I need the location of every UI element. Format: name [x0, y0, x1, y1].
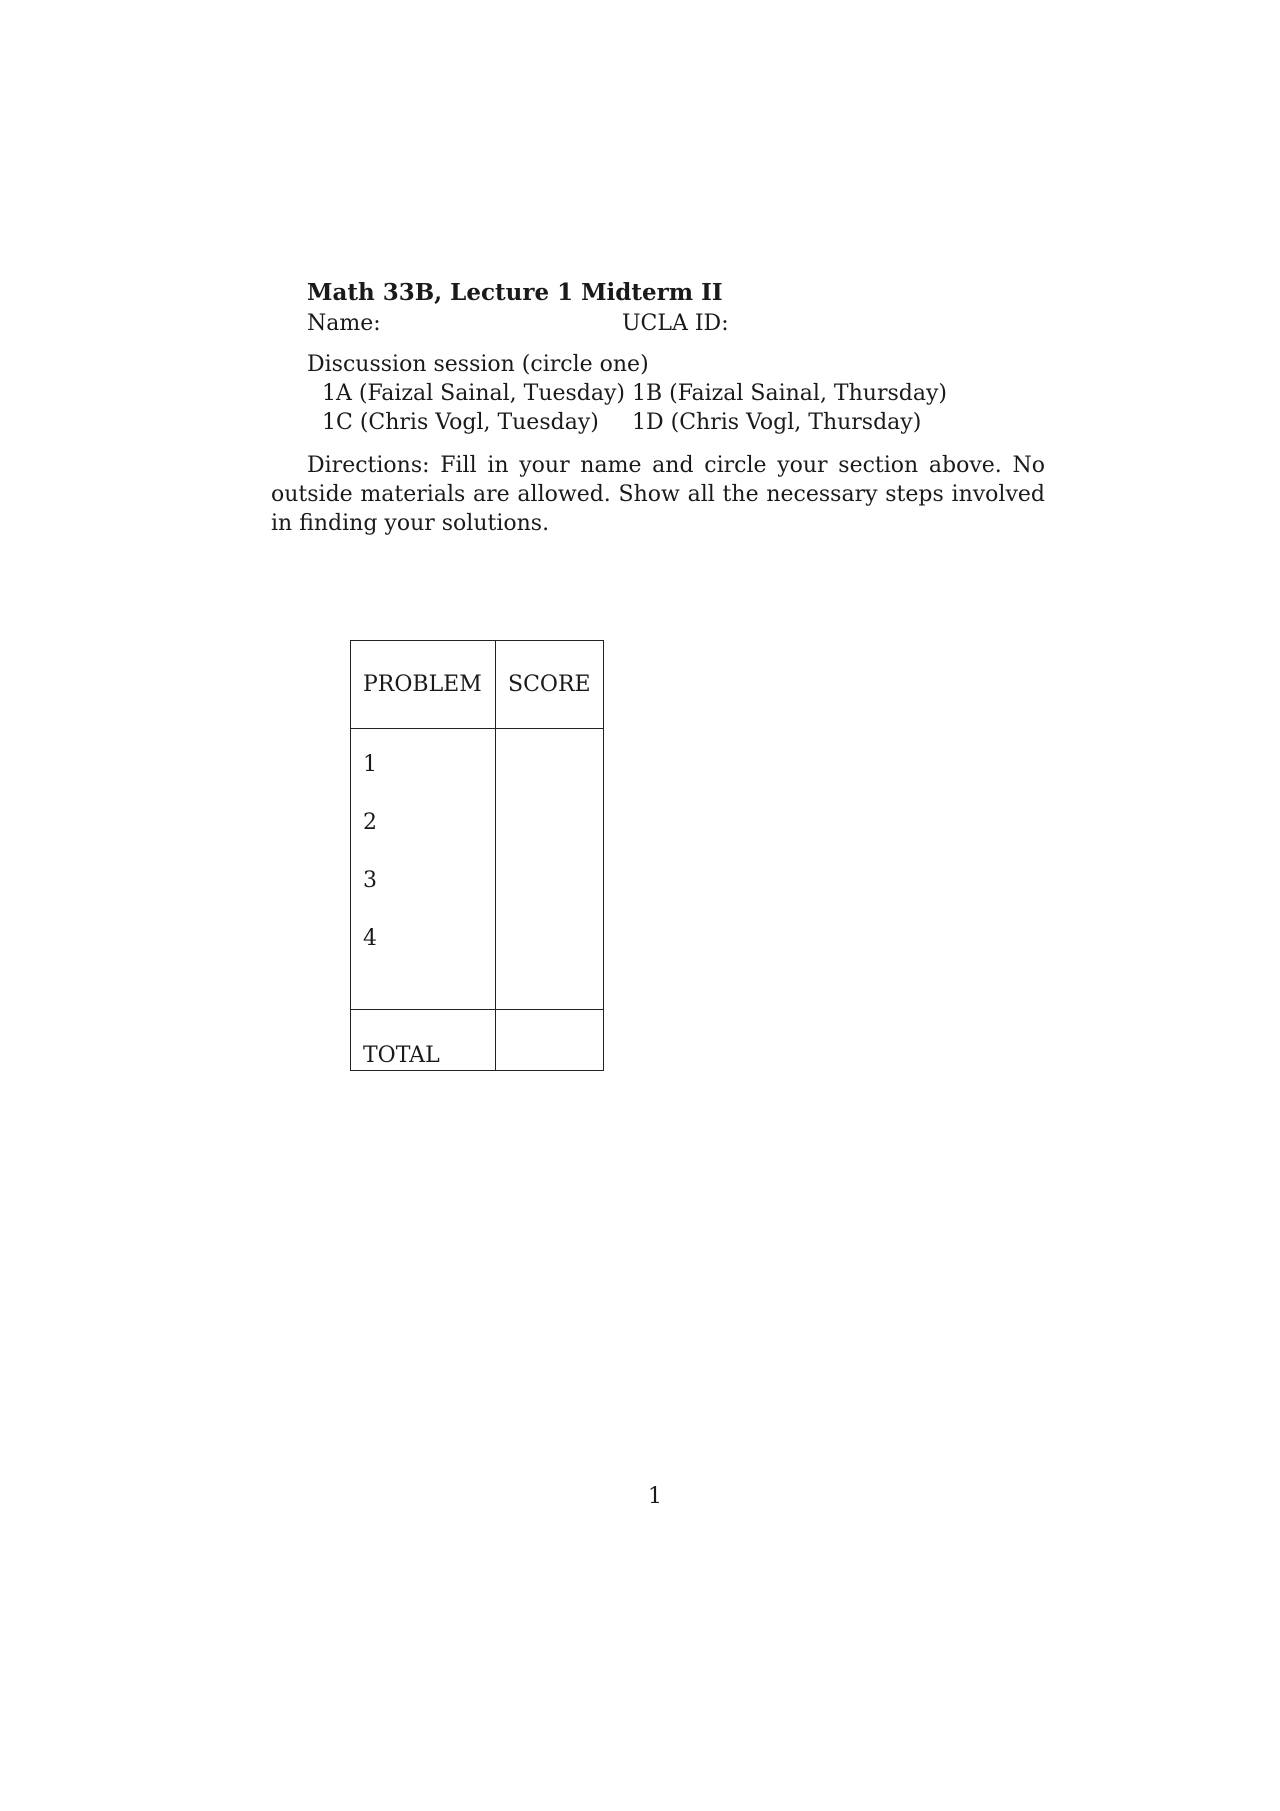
- problem-column-header: PROBLEM: [351, 641, 496, 729]
- problem-number: 4: [363, 926, 377, 951]
- problem-number: 2: [363, 810, 377, 835]
- section-option-1a: 1A (Faizal Sainal, Tuesday): [322, 381, 626, 406]
- score-table-total-row: [351, 1010, 604, 1071]
- total-score-cell: [496, 1010, 604, 1071]
- name-label: Name:: [307, 311, 381, 336]
- directions-paragraph: Directions: Fill in your name and circle your section above. No outside materials are allowed. Show all the necessary steps involved in finding your solutions.: [271, 453, 1045, 536]
- exam-title: Math 33B, Lecture 1 Midterm II: [307, 279, 723, 306]
- total-label: TOTAL: [351, 1010, 496, 1071]
- problem-number: 1: [363, 752, 377, 777]
- problem-number: 3: [363, 868, 377, 893]
- score-table-header-row: [351, 641, 604, 729]
- page-number: 1: [648, 1484, 662, 1509]
- score-table-body-row: [351, 729, 604, 1010]
- problem-list-cell: [351, 729, 496, 1010]
- score-table: [350, 640, 604, 1071]
- section-option-1d: 1D (Chris Vogl, Thursday): [632, 410, 922, 435]
- section-option-1c: 1C (Chris Vogl, Tuesday): [322, 410, 599, 435]
- ucla-id-label: UCLA ID:: [622, 311, 729, 336]
- discussion-heading: Discussion session (circle one): [307, 352, 649, 377]
- score-column-header: SCORE: [496, 641, 604, 729]
- section-option-1b: 1B (Faizal Sainal, Thursday): [632, 381, 947, 406]
- score-entry-cell: [496, 729, 604, 1010]
